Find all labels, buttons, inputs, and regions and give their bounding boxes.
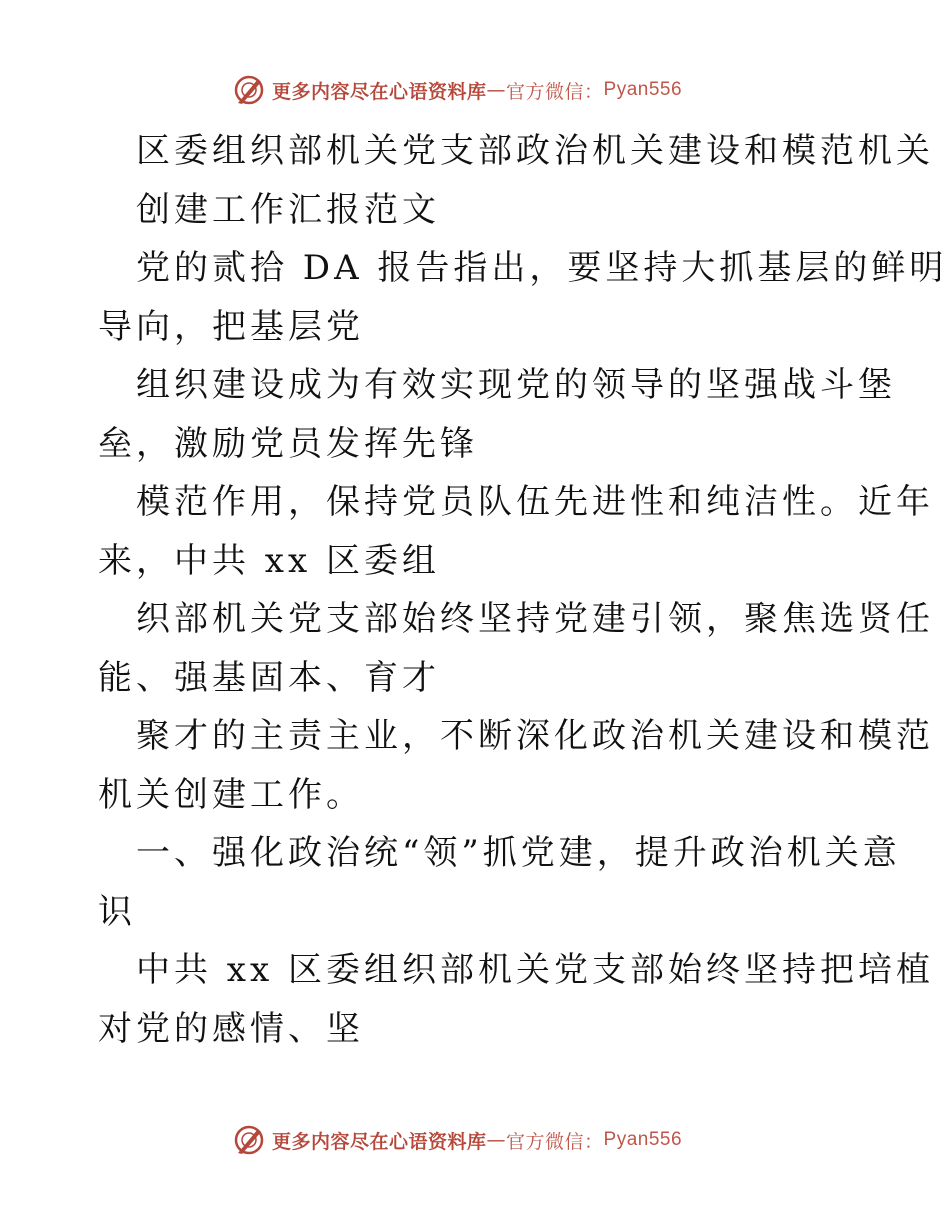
section-heading-line: 一、强化政治统“领”抓党建，提升政治机关意 [136,833,901,873]
watermark-wechat-id: Pyan556 [603,79,683,100]
doc-title-line-2: 创建工作汇报范文 [136,189,440,230]
quill-logo-icon [232,73,266,107]
section-heading-line: 识 [98,891,136,932]
doc-line: 垒，激励党员发挥先锋 [98,423,478,464]
doc-line: 能、强基固本、育才 [98,657,440,698]
watermark-wechat-id: Pyan556 [603,1129,683,1150]
doc-line: 来，中共 xx 区委组 [98,540,440,581]
footer-watermark [232,1122,752,1158]
doc-line: 机关创建工作。 [98,774,364,815]
doc-line: 模范作用，保持党员队伍先进性和纯洁性。近年 [136,482,934,522]
watermark-dash: — [486,1129,507,1151]
watermark-dash: — [486,79,507,101]
watermark-main-text: 更多内容尽在心语资料库 [272,80,487,103]
doc-title-line-1: 区委组织部机关党支部政治机关建设和模范机关 [136,131,934,171]
doc-line: 织部机关党支部始终坚持党建引领，聚焦选贤任 [136,599,934,639]
doc-line: 对党的感情、坚 [98,1008,364,1049]
doc-line: 导向，把基层党 [98,306,364,347]
doc-line: 党的贰拾 DA 报告指出，要坚持大抓基层的鲜明 [136,248,948,288]
doc-line: 中共 xx 区委组织部机关党支部始终坚持把培植 [136,950,934,990]
header-watermark [232,72,752,108]
doc-line: 组织建设成为有效实现党的领导的坚强战斗堡 [136,365,896,405]
quill-logo-icon [232,1123,266,1157]
watermark-sub-text: 官方微信： [506,1130,604,1153]
watermark-sub-text: 官方微信： [506,80,604,103]
doc-line: 聚才的主责主业，不断深化政治机关建设和模范 [136,716,934,756]
watermark-main-text: 更多内容尽在心语资料库 [272,1130,487,1153]
document-body [98,122,948,1058]
